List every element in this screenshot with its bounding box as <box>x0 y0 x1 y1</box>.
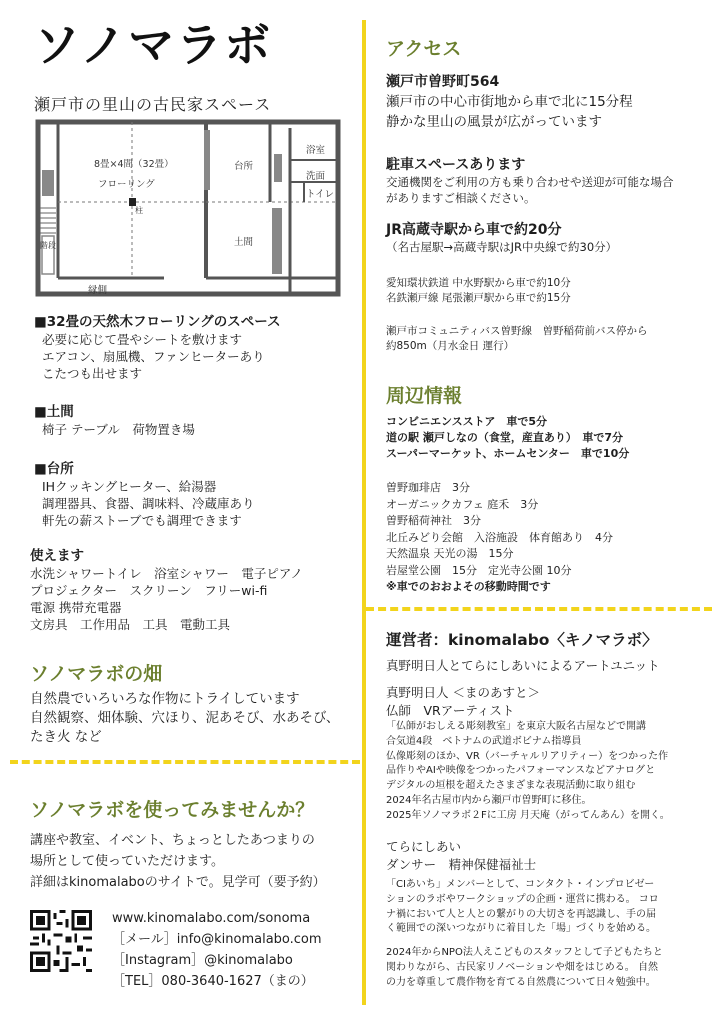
address-title: 瀬戸市曽野町564 <box>386 74 500 90</box>
contact-url[interactable]: www.kinomalabo.com/sonoma <box>112 911 311 926</box>
plan-washroom: 洗面 <box>306 171 326 182</box>
bio-line: デジタルの垣根を超えたさまざまな表現活動に取り組む <box>386 780 636 792</box>
floor-plan-drawing <box>34 118 346 300</box>
bio-line: 仏像彫刻のほか、VR（バーチャルリアリティー）をつかった作 <box>386 750 669 762</box>
nearby-line: 曽野稲荷神社 3分 <box>386 514 481 527</box>
nearby-list <box>386 480 613 596</box>
invite-text <box>30 830 326 893</box>
nearby-line: 岩屋堂公園 15分 定光寺公園 10分 <box>386 563 572 577</box>
bio-line: 2025年ソノマラボ２Fに工房 月天庵（がってんあん）を開く。 <box>386 809 670 821</box>
section-divider <box>366 607 712 611</box>
nearby-line: 北丘みどり会館 入浴施設 体育館あり 4分 <box>386 530 613 544</box>
operator-title: 運営者：kinomalabo〈キノマラボ〉 <box>386 631 658 649</box>
plan-kitchen: 台所 <box>234 161 254 172</box>
access-title: アクセス <box>386 38 462 60</box>
nearby-main <box>386 414 629 462</box>
person1-header <box>386 684 540 720</box>
nearby-line: オーガニックカフェ 庭禾 3分 <box>386 497 539 511</box>
plan-engawa: 縁側 <box>88 285 108 296</box>
bio-line: く範囲での深いつながりに着目した「場」づくりを始める。 <box>386 923 656 935</box>
access-jr <box>386 220 617 256</box>
feature-usable-title: 使えます <box>30 548 84 564</box>
feature-usable <box>30 547 303 633</box>
invite-line: 場所として使っていただけます。 <box>30 854 224 869</box>
bio-line: ションのラボやワークショップの企画・運営に携わる。 コロ <box>386 893 659 905</box>
plan-doma: 土間 <box>234 237 254 248</box>
parking-line: 交通機関をご利用の方も乗り合わせや送迎が可能な場合 <box>386 175 674 189</box>
farm-line: 自然観察、畑体験、穴ほり、泥あそび、水あそび、 <box>30 710 340 726</box>
plan-stairs: 階段 <box>40 241 56 250</box>
rail-line: 愛知環状鉄道 中水野駅から車で約10分 <box>386 277 571 289</box>
person1-bio <box>386 720 670 824</box>
farm-text <box>30 690 339 747</box>
invite-title: ソノマラボを使ってみませんか？ <box>30 799 315 821</box>
parking-title: 駐車スペースあります <box>386 157 526 173</box>
farm-line: たき火 など <box>30 729 102 745</box>
plan-toilet: トイレ <box>306 189 335 200</box>
bus-line: 約850m（月水金日 運行） <box>386 339 515 352</box>
bus-line: 瀬戸市コミュニティバス曽野線 曽野稲荷前バス停から <box>386 325 648 337</box>
person1-role: 仏師 VRアーティスト <box>386 703 515 718</box>
feature-kitchen-title: ■台所 <box>34 461 74 477</box>
qr-code[interactable] <box>30 910 92 972</box>
farm-line: 自然農でいろいろな作物にトライしています <box>30 691 300 707</box>
subtitle: 瀬戸市の里山の古民家スペース <box>34 95 272 114</box>
contact-instagram[interactable]: ［Instagram］@kinomalabo <box>112 953 293 968</box>
jr-note: （名古屋駅→高蔵寺駅はJR中央線で約30分） <box>386 240 618 254</box>
jr-title: JR高蔵寺駅から車で約20分 <box>386 222 562 238</box>
access-parking <box>386 155 674 206</box>
bio-line: 2024年名古屋市内から瀬戸市曽野町に移住。 <box>386 794 592 806</box>
address-line: 静かな里山の風景が広がっています <box>386 114 602 130</box>
section-divider <box>10 760 360 764</box>
farm-title: ソノマラボの畑 <box>30 663 163 685</box>
nearby-note: ※車でのおおよその移動時間です <box>386 580 551 593</box>
feature-line: 軒先の薪ストーブでも調理できます <box>42 513 242 528</box>
feature-flooring <box>34 313 281 382</box>
feature-line: エアコン、扇風機、ファンヒーターあり <box>42 349 265 364</box>
feature-flooring-title: ■32畳の天然木フローリングのスペース <box>34 314 281 330</box>
person2-role: ダンサー 精神保健福祉士 <box>386 857 537 872</box>
bio-line: 品作りやAIや映像をつかったパフォーマンスなどアナログと <box>386 765 656 777</box>
feature-doma <box>34 403 195 438</box>
feature-line: 調理器具、食器、調味料、冷蔵庫あり <box>42 496 255 511</box>
feature-line: 文房具 工作用品 工具 電動工具 <box>30 617 231 632</box>
feature-line: 必要に応じて畳やシートを敷けます <box>42 332 243 347</box>
plan-room-size: 8畳×4間（32畳） <box>94 159 174 170</box>
feature-line: 椅子 テーブル 荷物置き場 <box>42 422 195 437</box>
person1-name: 真野明日人 ＜まのあすと＞ <box>386 685 540 700</box>
feature-line: IHクッキングヒーター、給湯器 <box>42 479 217 494</box>
feature-doma-title: ■土間 <box>34 404 74 420</box>
operator-desc: 真野明日人とてらにしあいによるアートユニット <box>386 658 660 673</box>
invite-line: 詳細はkinomalaboのサイトで。見学可（要予約） <box>30 875 326 890</box>
nearby-line: 曽野珈琲店 3分 <box>386 481 470 494</box>
person2-bio <box>386 878 659 937</box>
parking-line: がありますご相談ください。 <box>386 190 536 205</box>
bio-line: 「CIあいち」メンバーとして、コンタクト・インプロビゼー <box>386 879 655 890</box>
bio-line: 合気道4段 ベトナムの武道ボビナム指導員 <box>386 735 582 747</box>
contact-tel[interactable]: ［TEL］080-3640-1627（まの） <box>112 974 314 989</box>
nearby-bold-line: コンビニエンスストア 車で5分 <box>386 415 547 428</box>
rail-line: 名鉄瀬戸線 尾張瀬戸駅から車で約15分 <box>386 291 571 304</box>
person2-bio-2 <box>386 946 663 990</box>
logo-title: ソノマラボ <box>34 18 273 72</box>
feature-line: こたつも出せます <box>42 366 143 381</box>
plan-flooring: フローリング <box>98 179 155 190</box>
person2-name: てらにしあい <box>386 839 462 854</box>
floor-plan <box>34 118 346 300</box>
bio-line: の力を尊重して農作物を育てる自然農について日々勉強中。 <box>386 976 656 988</box>
access-address <box>386 72 633 132</box>
bio-line: 2024年からNPO法人えこどものスタッフとして子どもたちと <box>386 947 663 958</box>
feature-kitchen <box>34 460 255 529</box>
feature-line: 電源 携帯充電器 <box>30 600 122 615</box>
plan-pillar: 柱 <box>135 206 143 215</box>
person2-header <box>386 838 536 874</box>
vertical-divider <box>362 20 366 1005</box>
contact-block <box>112 908 322 992</box>
bio-line: 「仏師がおしえる彫刻教室」を東京大阪名古屋などで開講 <box>386 721 646 732</box>
feature-line: 水洗シャワートイレ 浴室シャワー 電子ピアノ <box>30 566 303 581</box>
invite-line: 講座や教室、イベント、ちょっとしたあつまりの <box>30 833 315 848</box>
plan-bath: 浴室 <box>306 145 326 156</box>
bio-line: ナ禍において人と人との繋がりの大切さを再認識し、手の届 <box>386 908 656 920</box>
nearby-bold-line: 道の駅 瀬戸しなの（食堂，産直あり） 車で7分 <box>386 431 623 444</box>
feature-line: プロジェクター スクリーン フリーwi-fi <box>30 583 268 598</box>
nearby-bold-line: スーパーマーケット、ホームセンター 車で10分 <box>386 447 630 460</box>
contact-mail[interactable]: ［メール］info@kinomalabo.com <box>112 932 322 947</box>
nearby-title: 周辺情報 <box>386 385 463 407</box>
access-rail <box>386 276 571 305</box>
address-line: 瀬戸市の中心市街地から車で北に15分程 <box>386 94 633 110</box>
bio-line: 関わりながら、古民家リノベーションや畑をはじめる。 自然 <box>386 961 658 973</box>
access-bus <box>386 324 647 353</box>
nearby-line: 天然温泉 天光の湯 15分 <box>386 547 514 560</box>
